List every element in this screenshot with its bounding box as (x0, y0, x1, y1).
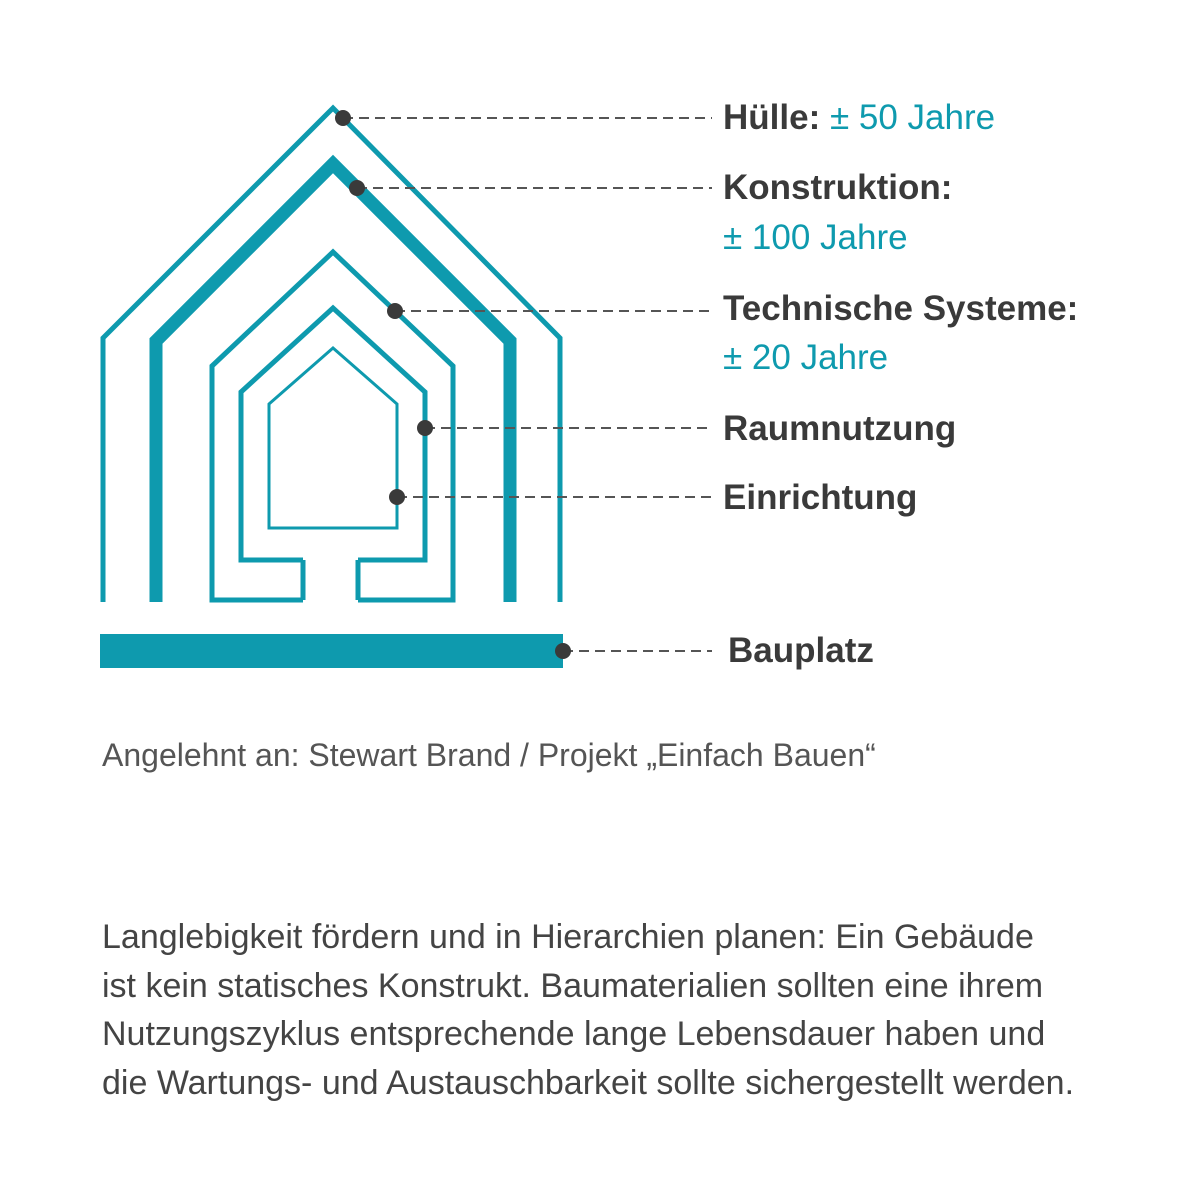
house-outline-einrichtung (269, 348, 397, 528)
body-line: Nutzungszyklus entsprechende lange Lebensdauer haben und (102, 1015, 1046, 1053)
marker-dot-konstruktion (349, 180, 365, 196)
marker-dot-raumnutzung (417, 420, 433, 436)
label-konstruktion (723, 164, 952, 212)
label-bauplatz-name: Bauplatz (728, 631, 874, 670)
body-line: ist kein statisches Konstrukt. Baumaterialien sollten eine ihrem (102, 966, 1044, 1005)
label-raumnutzung (723, 405, 956, 453)
house-outline-technik-left (212, 252, 453, 600)
label-konstruktion-duration: ± 100 Jahre (723, 218, 908, 257)
label-technik (723, 285, 1078, 333)
source-caption: Angelehnt an: Stewart Brand / Projekt „Einfach Bauen“ (102, 737, 876, 773)
body-line: die Wartungs- und Austauschbarkeit sollte sichergestellt werden. (102, 1063, 1075, 1102)
label-huelle-name: Hülle: (723, 98, 821, 137)
label-technik-name: Technische Systeme: (723, 289, 1079, 328)
marker-dot-einrichtung (389, 489, 405, 505)
label-konstruktion-name: Konstruktion: (723, 168, 953, 207)
label-huelle-duration: ± 50 Jahre (829, 98, 996, 137)
body-line: Langlebigkeit fördern und in Hierarchien planen: Ein Gebäude (102, 918, 1034, 956)
body-paragraph (102, 913, 1112, 1107)
marker-dot-huelle (335, 110, 351, 126)
label-huelle (723, 94, 995, 142)
label-technik-duration: ± 20 Jahre (723, 338, 889, 377)
label-einrichtung (723, 474, 917, 522)
marker-dot-technik (387, 303, 403, 319)
label-bauplatz (728, 627, 874, 675)
site-bar-bauplatz (100, 634, 563, 668)
label-einrichtung-name: Einrichtung (723, 478, 918, 517)
label-technik-duration-row (723, 334, 888, 382)
label-raumnutzung-name: Raumnutzung (723, 409, 957, 448)
marker-dot-bauplatz (555, 643, 571, 659)
label-konstruktion-duration-row (723, 214, 908, 262)
